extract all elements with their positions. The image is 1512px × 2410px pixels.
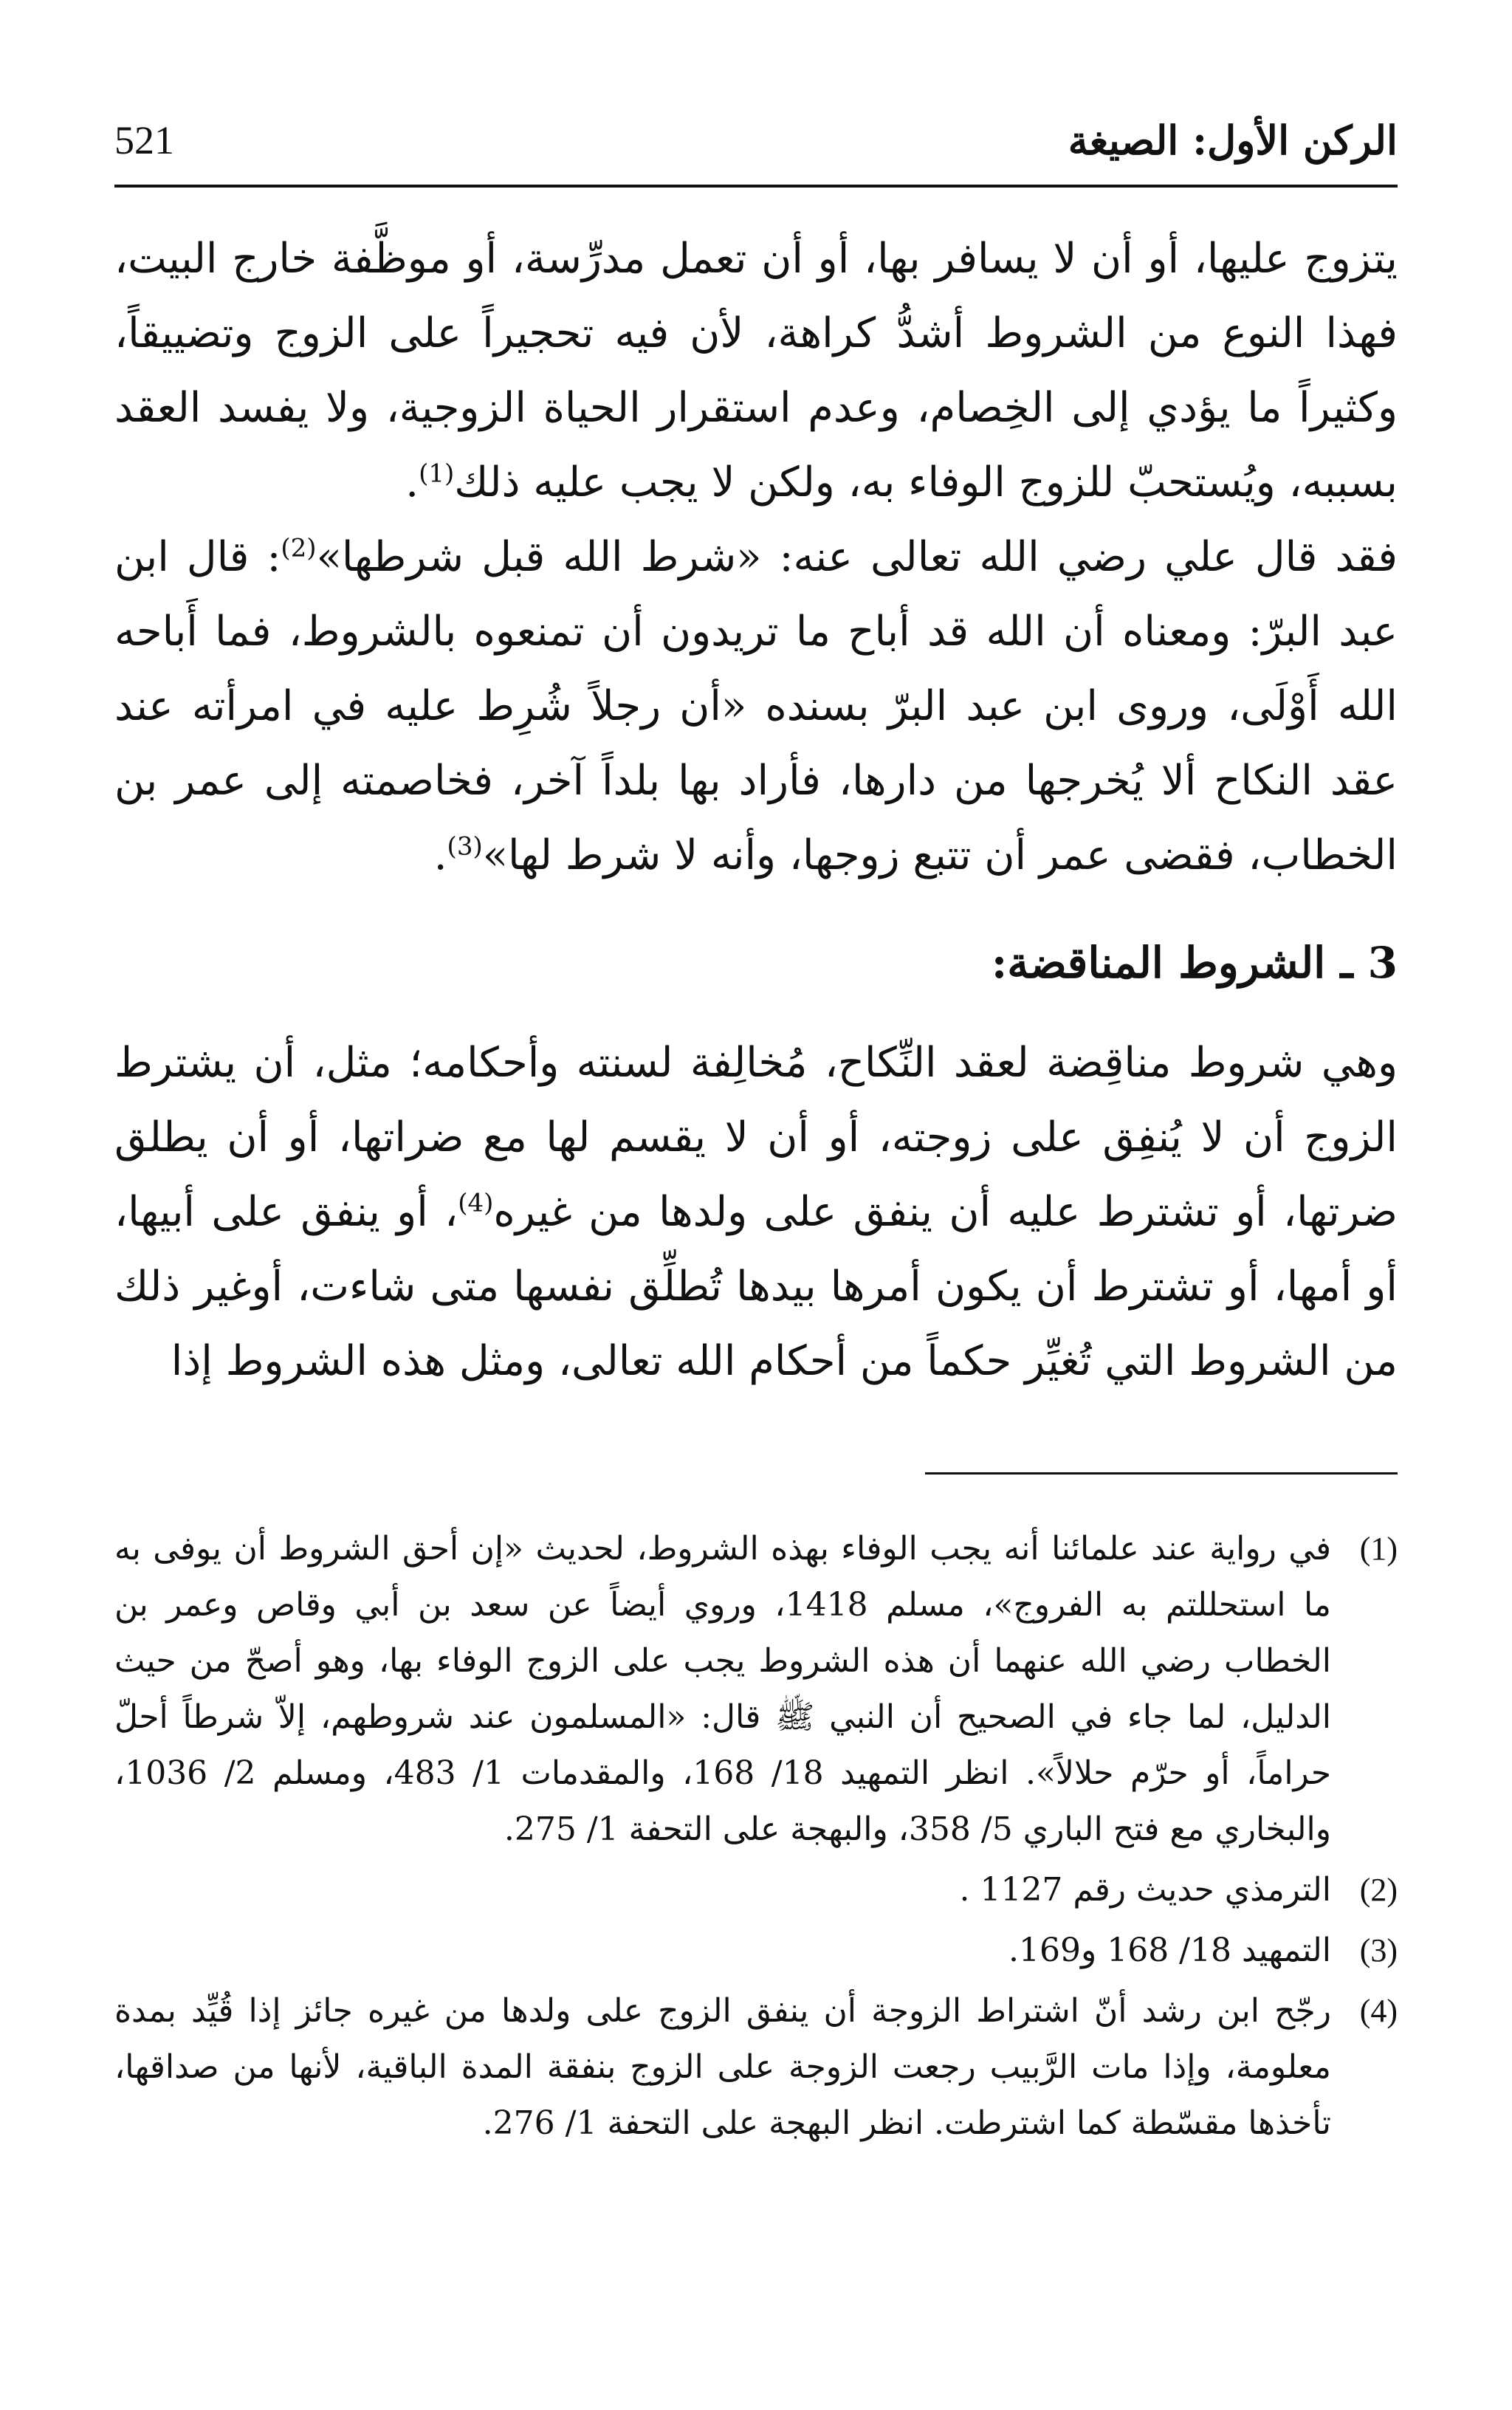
footnote-ref-4: (4) — [458, 1188, 494, 1218]
section-heading: 3 ـ الشروط المناقضة: — [991, 938, 1398, 988]
main-text — [114, 222, 1398, 1398]
footnote-ref-2: (2) — [281, 533, 317, 563]
footnote-number: (3) — [1359, 1932, 1398, 1968]
footnote-4 — [114, 1983, 1398, 2152]
paragraph-2-quote: فقد قال علي رضي الله تعالى عنه: «شرط الله قبل شرطها» — [316, 533, 1398, 581]
footnote-text: التمهيد 18/ 168 و169. — [1008, 1932, 1331, 1969]
footnote-text: الترمذي حديث رقم 1127 . — [959, 1871, 1331, 1909]
footnotes — [114, 1521, 1398, 2156]
paragraph-3-text-b: ، أو ينفق على أبيها، أو أمها، أو تشترط أن يكون أمرها بيدها تُطلِّق نفسها متى شاءت، أوغير ذلك من الشروط التي تُغيِّر حكماً من أحكام الله تعالى، ومثل هذه الشروط إذا — [114, 1188, 1398, 1385]
footnote-1 — [114, 1521, 1398, 1858]
footnote-text: في رواية عند علمائنا أنه يجب الوفاء بهذه الشروط، لحديث «إن أحق الشروط أن يوفى به ما استحللتم به الفروج»، مسلم 1418، وروي أيضاً عن سعد بن أبي وقاص وعمر بن الخطاب رضي الله عنهما أن هذه الشروط يجب على الزوج الوفاء بها، وهو أصحّ من حيث الدليل، لما جاء في الصحيح أن النبي ﷺ قال: «المسلمون عند شروطهم، إلاّ شرطاً أحلّ حراماً، أو حرّم حلالاً». انظر التمهيد 18/ 168، والمقدمات 1/ 483، ومسلم 2/ 1036، والبخاري مع فتح الباري 5/ 358، والبهجة على التحفة 1/ 275. — [114, 1530, 1332, 1848]
paragraph-1 — [114, 222, 1398, 520]
footnote-text: رجّح ابن رشد أنّ اشتراط الزوجة أن ينفق الزوج على ولدها من غيره جائز إذا قُيِّد بمدة معلومة، وإذا مات الرَّبيب رجعت الزوجة على الزوج بنفقة المدة الباقية، لأنها من صداقها، تأخذها مقسّطة كما اشترطت. انظر البهجة على التحفة 1/ 276. — [114, 1992, 1331, 2142]
paragraph-2-text: : قال ابن عبد البرّ: ومعناه أن الله قد أباح ما تريدون أن تمنعوه بالشروط، فما أَباحه الله أَوْلَى، وروى ابن عبد البرّ بسنده «أن رجلاً شُرِط عليه في امرأته عند عقد النكاح ألا يُخرجها من دارها، فأراد بها بلداً آخر، فخاصمته إلى عمر بن الخطاب، فقضى عمر أن تتبع زوجها، وأنه لا شرط لها» — [114, 533, 1398, 879]
paragraph-2 — [114, 520, 1398, 893]
footnote-divider — [925, 1472, 1398, 1475]
footnote-ref-3: (3) — [447, 831, 483, 862]
footnote-3 — [114, 1923, 1398, 1979]
header-divider — [114, 185, 1398, 188]
footnote-number: (4) — [1359, 1993, 1398, 2029]
running-head-title: الركن الأول: الصيغة — [1068, 117, 1398, 164]
paragraph-1-text: يتزوج عليها، أو أن لا يسافر بها، أو أن تعمل مدرِّسة، أو موظَّفة خارج البيت، فهذا النوع من الشروط أشدُّ كراهة، لأن فيه تحجيراً على الزوج وتضييقاً، وكثيراً ما يؤدي إلى الخِصام، وعدم استقرار الحياة الزوجية، ولا يفسد العقد بسببه، ويُستحبّ للزوج الوفاء به، ولكن لا يجب عليه ذلك — [114, 235, 1398, 507]
footnote-ref-1: (1) — [419, 459, 455, 489]
paragraph-2-end: . — [433, 831, 447, 879]
paragraph-3-text-a: وهي شروط مناقِضة لعقد النِّكاح، مُخالِفة لسنته وأحكامه؛ مثل، أن يشترط الزوج أن لا يُنفِق على زوجته، أو أن لا يقسم لها مع ضراتها، أو أن يطلق ضرتها، أو تشترط عليه أن ينفق على ولدها من غيره — [114, 1039, 1398, 1236]
footnote-2 — [114, 1862, 1398, 1918]
footnote-number: (1) — [1359, 1531, 1398, 1567]
paragraph-3 — [114, 1026, 1398, 1398]
page-number: 521 — [114, 118, 174, 162]
page-header — [114, 103, 1398, 185]
footnote-number: (2) — [1359, 1872, 1398, 1908]
paragraph-1-end: . — [405, 459, 419, 507]
